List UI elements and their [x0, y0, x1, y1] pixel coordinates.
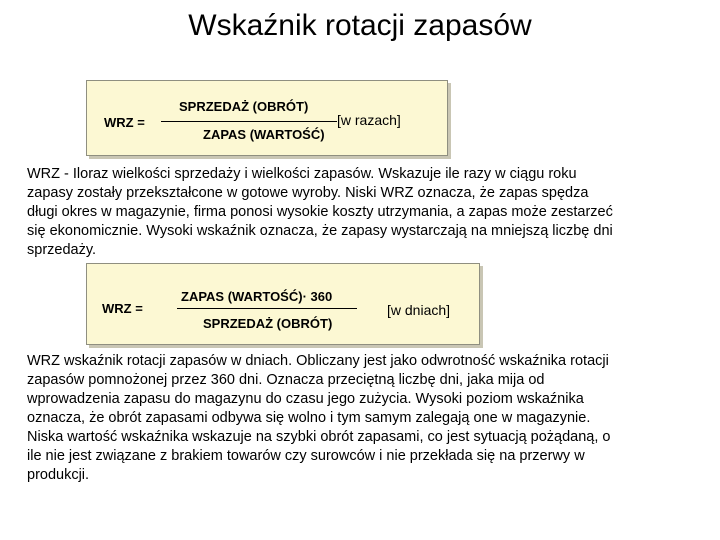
fraction-bar — [177, 308, 357, 309]
formula-denominator: SPRZEDAŻ (OBRÓT) — [203, 316, 333, 331]
description-paragraph-days: WRZ wskaźnik rotacji zapasów w dniach. Obliczany jest jako odwrotność wskaźnika rotacji zapasów pomnożonej przez 360 dni. Oznacza przeciętną liczbę dni, jaka mija od wprowadzenia zapasu do magazynu do czasu jego zużycia. Wysoki poziom wskaźnika oznacza, że obrót zapasami odbywa się wolno i tym samym zalegają one w magazynie. Niska wartość wskaźnika wskazuje na szybki obrót zapasami, co jest sytuacją pożądaną, o ile nie jest związane z brakiem towarów czy surowców i nie przekłada się na przerwy w produkcji. — [27, 353, 611, 483]
page-title: Wskaźnik rotacji zapasów — [188, 9, 532, 42]
formula-numerator: ZAPAS (WARTOŚĆ)· 360 — [181, 289, 333, 304]
formula-unit: [w razach] — [337, 112, 401, 128]
formula-denominator: ZAPAS (WARTOŚĆ) — [203, 127, 325, 142]
formula-box-times — [86, 80, 448, 156]
description-paragraph-times: WRZ - Iloraz wielkości sprzedaży i wielkości zapasów. Wskazuje ile razy w ciągu roku zapasy zostały przekształcone w gotowe wyroby. Niski WRZ oznacza, że zapas spędza długi okres w magazynie, firma ponosi wysokie koszty utrzymania, a zapas może zestarzeć się ekonomicznie. Wysoki wskaźnik oznacza, że zapasy wystarczają na mniejszą liczbę dni sprzedaży. — [27, 166, 613, 258]
formula-numerator: SPRZEDAŻ (OBRÓT) — [179, 99, 309, 114]
formula-box-days — [86, 263, 480, 345]
formula-lhs: WRZ = — [102, 301, 143, 316]
fraction-bar — [161, 121, 337, 122]
formula-unit: [w dniach] — [387, 302, 451, 318]
formula-lhs: WRZ = — [104, 115, 145, 130]
